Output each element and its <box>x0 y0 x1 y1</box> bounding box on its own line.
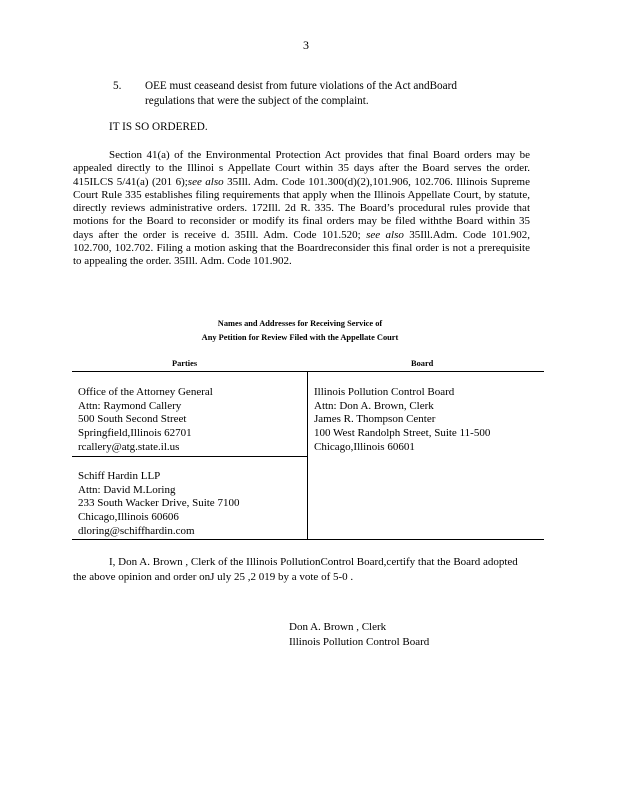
table-title <box>150 317 450 345</box>
so-ordered: IT IS SO ORDERED. <box>109 121 208 133</box>
table-bottom-rule <box>72 539 544 540</box>
board-line: Chicago,Illinois 60601 <box>314 440 415 453</box>
board-line: 100 West Randolph Street, Suite 11-500 <box>314 427 491 440</box>
table-title-line2: Any Petition for Review Filed with the Appellate Court <box>201 333 399 342</box>
table-title-line1: Names and Addresses for Receiving Service of <box>217 319 383 328</box>
party-schiff-hardin <box>78 470 239 539</box>
paragraph-part2: 35Ill. Adm. Code 101.300(d)(2),101.906, 102.706. Illinois Supreme Court Rule 335 establishes filing requirements that apply when the Illinois Appellate Court, by statute, directly reviews administrative orders. 172Ill. 2d R. 335. The Board’s procedural rules provide that motions for the Board to reconsider or modify its final orders may be filed withthe Board within 35 days after the order is receive d. 35Ill. Adm. Code 101.520; <box>73 175 530 241</box>
order-item-text: OEE must ceaseand desist from future violations of the Act andBoard regulations that were the subject of the complaint. <box>145 80 457 107</box>
party2-line: Attn: David M.Loring <box>78 483 176 496</box>
party2-line: Schiff Hardin LLP <box>78 470 161 482</box>
board-line: James R. Thompson Center <box>314 413 436 426</box>
table-party-divider <box>72 456 307 457</box>
party1-line: Springfield,Illinois 62701 <box>78 427 192 440</box>
table-column-divider <box>307 371 308 539</box>
party1-line: 500 South Second Street <box>78 413 187 426</box>
col-header-board: Board <box>411 359 434 368</box>
certification-paragraph: I, Don A. Brown , Clerk of the Illinois PollutionControl Board,certify that the Board adopted the above opinion and order onJ uly 25 ,2 019 by a vote of 5-0 . <box>73 556 518 583</box>
board-line: Illinois Pollution Control Board <box>314 386 455 398</box>
appeal-paragraph <box>73 149 530 269</box>
party2-email: dloring@schiffhardin.com <box>78 524 195 537</box>
party2-line: 233 South Wacker Drive, Suite 7100 <box>78 497 240 510</box>
signature-block <box>289 620 429 650</box>
table-top-rule <box>72 371 544 372</box>
order-item-number: 5. <box>113 80 122 92</box>
party1-email: rcallery@atg.state.il.us <box>78 440 180 453</box>
party1-line: Office of the Attorney General <box>78 386 213 398</box>
paragraph-part1: Section 41(a) of the Environmental Protection Act provides that final Board orders may be appealed directly to the Illinoi s Appellate Court within 35 days after the Board serves the order. 415ILCS 5/41(a) (201 6); <box>73 149 530 188</box>
see-also-2: see also <box>366 228 404 241</box>
board-address <box>314 386 490 455</box>
paragraph-part3: 35Ill.Adm. Code 101.902, 102.700, 102.702. Filing a motion asking that the Boardreconsider this final order is not a prerequisite to appealing the order. 35Ill. Adm. Code 101.902. <box>73 228 530 268</box>
signature-name: Don A. Brown , Clerk <box>289 621 387 633</box>
signature-org: Illinois Pollution Control Board <box>289 636 430 648</box>
party-attorney-general <box>78 386 213 455</box>
col-header-parties: Parties <box>172 359 198 368</box>
board-line: Attn: Don A. Brown, Clerk <box>314 399 434 412</box>
party2-line: Chicago,Illinois 60606 <box>78 511 179 524</box>
party1-line: Attn: Raymond Callery <box>78 399 182 412</box>
page-number: 3 <box>303 38 309 52</box>
see-also-1: see also <box>187 175 224 188</box>
